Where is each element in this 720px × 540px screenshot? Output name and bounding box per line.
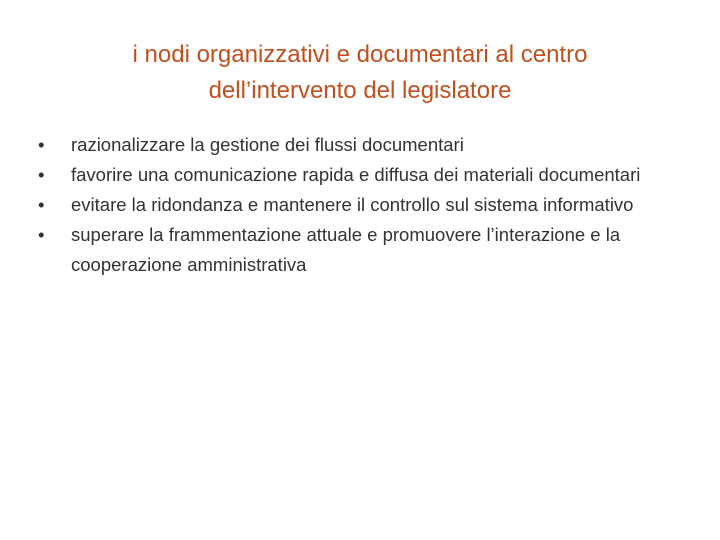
bullet-text: superare la frammentazione attuale e promuovere l’interazione e la cooperazione amministrativa (71, 224, 621, 275)
bullet-text: razionalizzare la gestione dei flussi documentari (71, 134, 464, 155)
bullet-item (38, 160, 688, 190)
bullet-icon: • (38, 224, 45, 245)
bullet-text: evitare la ridondanza e mantenere il controllo sul sistema informativo (71, 194, 634, 215)
bullet-list (38, 130, 688, 280)
bullet-icon: • (38, 194, 45, 215)
slide-title-line-2: dell’intervento del legislatore (208, 77, 512, 104)
bullet-item (38, 190, 688, 220)
bullet-icon: • (38, 164, 45, 185)
bullet-item (38, 130, 688, 160)
bullet-item (38, 220, 688, 280)
slide-title (40, 37, 680, 109)
bullet-icon: • (38, 134, 45, 155)
slide-title-line-1: i nodi organizzativi e documentari al centro (132, 41, 588, 68)
bullet-text: favorire una comunicazione rapida e diffusa dei materiali documentari (71, 164, 641, 185)
